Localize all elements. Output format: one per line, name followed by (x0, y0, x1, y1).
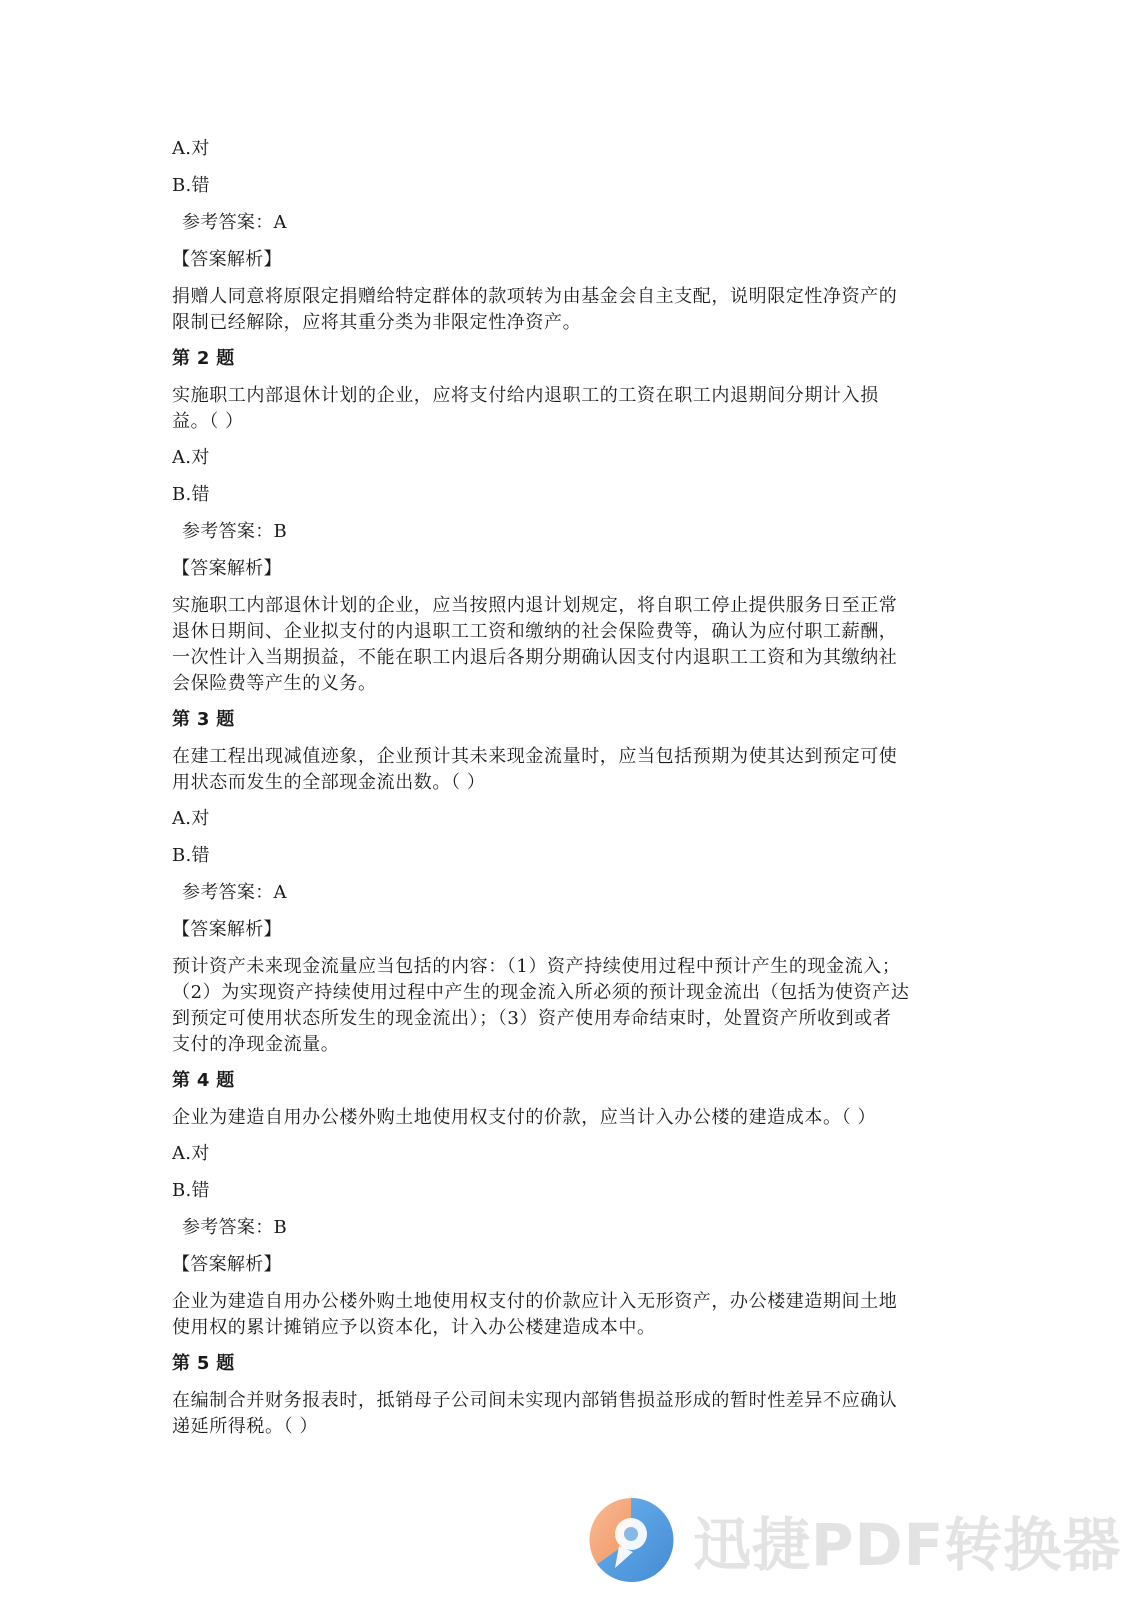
watermark (585, 1490, 1122, 1590)
question-1 (172, 136, 972, 336)
analysis-text (172, 1289, 972, 1341)
stem-line: 企业为建造自用办公楼外购土地使用权支付的价款，应当计入办公楼的建造成本。（ ） (172, 1107, 877, 1128)
document-page (172, 136, 972, 1450)
analysis-line: 支付的净现金流量。 (172, 1034, 340, 1055)
analysis-line: 到预定可使用状态所发生的现金流出）；（3）资产使用寿命结束时，处置资产所收到或者 (172, 1008, 892, 1029)
option-a: A.对 (172, 138, 210, 159)
stem-line: 递延所得税。（ ） (172, 1416, 319, 1437)
analysis-line: 捐赠人同意将原限定捐赠给特定群体的款项转为由基金会自主支配，说明限定性净资产的 (172, 286, 898, 307)
question-4 (172, 1068, 972, 1341)
question-title: 第 4 题 (172, 1070, 235, 1091)
analysis-line: 实施职工内部退休计划的企业，应当按照内退计划规定，将自职工停止提供服务日至正常 (172, 595, 898, 616)
analysis-label: 【答案解析】 (172, 249, 282, 270)
option-a: A.对 (172, 1143, 210, 1164)
question-5 (172, 1351, 972, 1440)
pdf-converter-logo-icon (585, 1494, 677, 1586)
option-a: A.对 (172, 808, 210, 829)
analysis-label: 【答案解析】 (172, 558, 282, 579)
option-b: B.错 (172, 845, 210, 866)
question-title: 第 5 题 (172, 1353, 235, 1374)
reference-answer: 参考答案：B (182, 521, 288, 542)
analysis-line: 企业为建造自用办公楼外购土地使用权支付的价款应计入无形资产，办公楼建造期间土地 (172, 1291, 898, 1312)
analysis-text (172, 593, 972, 697)
analysis-line: 使用权的累计摊销应予以资本化，计入办公楼建造成本中。 (172, 1317, 656, 1338)
stem-line: 在编制合并财务报表时，抵销母子公司间未实现内部销售损益形成的暂时性差异不应确认 (172, 1390, 898, 1411)
stem-line: 实施职工内部退休计划的企业，应将支付给内退职工的工资在职工内退期间分期计入损 (172, 385, 879, 406)
question-3 (172, 707, 972, 1058)
analysis-line: 会保险费等产生的义务。 (172, 673, 377, 694)
stem-line: 在建工程出现减值迹象，企业预计其未来现金流量时，应当包括预期为使其达到预定可使 (172, 746, 898, 767)
analysis-line: （2）为实现资产持续使用过程中产生的现金流入所必须的预计现金流出（包括为使资产达 (172, 982, 910, 1003)
question-stem (172, 383, 972, 435)
watermark-text: 迅捷PDF转换器 (693, 1511, 1122, 1579)
reference-answer: 参考答案：A (182, 882, 287, 903)
analysis-line: 一次性计入当期损益，不能在职工内退后各期分期确认因支付内退职工工资和为其缴纳社 (172, 647, 898, 668)
analysis-line: 限制已经解除，应将其重分类为非限定性净资产。 (172, 312, 582, 333)
question-2 (172, 346, 972, 697)
option-b: B.错 (172, 484, 210, 505)
analysis-line: 预计资产未来现金流量应当包括的内容：（1）资产持续使用过程中预计产生的现金流入； (172, 956, 901, 977)
option-b: B.错 (172, 1180, 210, 1201)
question-title: 第 2 题 (172, 348, 235, 369)
stem-line: 用状态而发生的全部现金流出数。（ ） (172, 772, 486, 793)
analysis-label: 【答案解析】 (172, 1254, 282, 1275)
option-a: A.对 (172, 447, 210, 468)
reference-answer: 参考答案：B (182, 1217, 288, 1238)
question-stem (172, 1388, 972, 1440)
question-stem (172, 744, 972, 796)
stem-line: 益。（ ） (172, 411, 244, 432)
option-b: B.错 (172, 175, 210, 196)
question-stem (172, 1105, 972, 1131)
reference-answer: 参考答案：A (182, 212, 287, 233)
analysis-text (172, 284, 972, 336)
analysis-label: 【答案解析】 (172, 919, 282, 940)
analysis-line: 退休日期间、企业拟支付的内退职工工资和缴纳的社会保险费等，确认为应付职工薪酬， (172, 621, 898, 642)
question-title: 第 3 题 (172, 709, 235, 730)
analysis-text (172, 954, 972, 1058)
